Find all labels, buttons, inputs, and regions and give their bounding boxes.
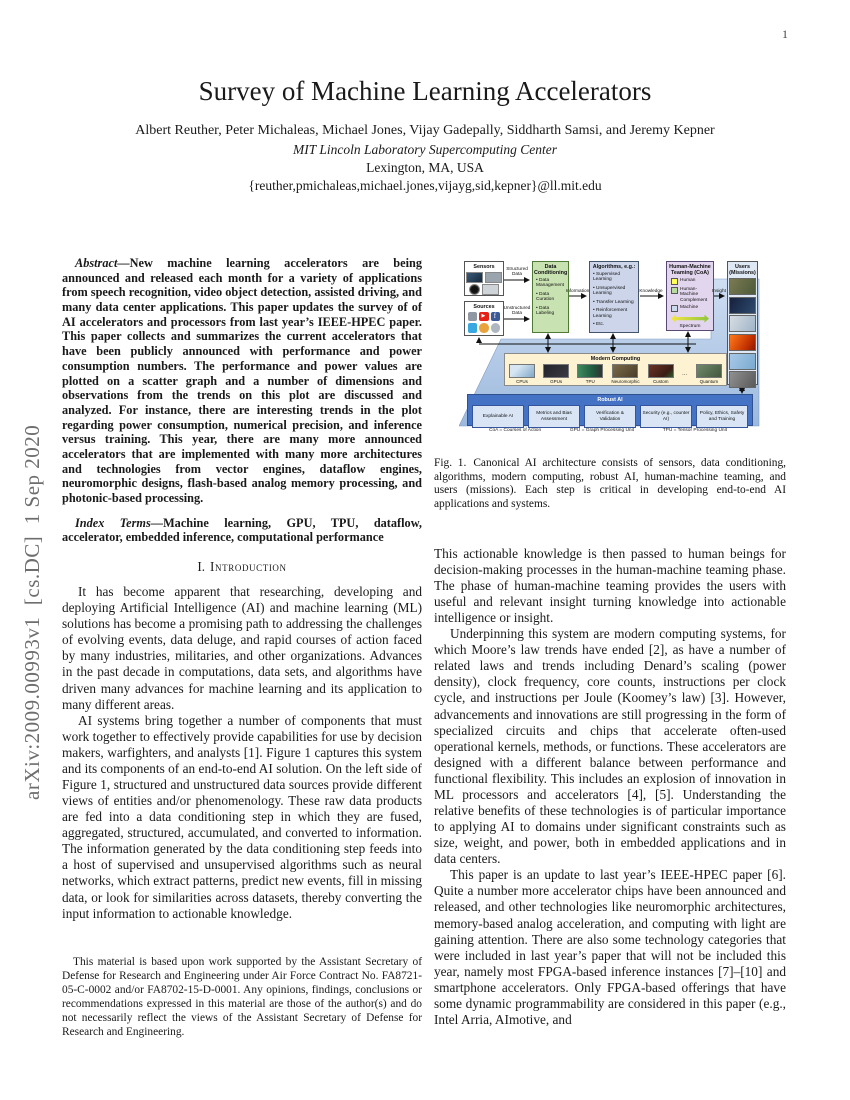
algorithms-title: Algorithms, e.g.: [592, 263, 636, 270]
list-item: • Etc. [593, 322, 637, 328]
index-terms [62, 516, 422, 545]
abstract-text: New machine learning accelerators are being announced and released each month for a variety of applications from speech recognition, video object detection, assisted driving, and many data center applications. This paper updates the survey of of AI accelerators and processors from last year’s IEEE-HPEC paper. This paper collects and summarizes the current accelerators that have been publicly announced with performance and power consumption numbers. The performance and power values are plotted on a scatter graph and a number of dimensions and observations from the trends on this plot are discussed and analyzed. For instance, there are interesting trends in the plot regarding power consumption, numerical precision, and inference versus training. This year, there are many more announced accelerators that are implemented with many more architectures and technologies from vector engines, dataflow engines, neuromorphic designs, flash-based analog memory processing, and photonic-based processing. [62, 256, 422, 505]
list-item: • Data Management [536, 278, 567, 290]
data-conditioning-title: Data Conditioning [534, 263, 568, 276]
sensors-images [465, 271, 503, 296]
chip-custom [648, 364, 674, 384]
structured-data-label: Structured Data [506, 266, 528, 277]
robust-ai-item: Policy, Ethics, Safety and Training [696, 405, 748, 428]
unstructured-data-label: Unstructured Data [503, 305, 531, 316]
location: Lexington, MA, USA [366, 160, 484, 175]
robust-ai-row [468, 404, 752, 429]
legend-entry: CoA = Courses of Action [489, 428, 542, 433]
hmt-legend-label: Machine [680, 304, 699, 310]
list-item: • Transfer Learning [593, 300, 637, 306]
ellipsis: ··· [681, 372, 688, 379]
abstract-label: Abstract— [75, 256, 130, 270]
robust-ai-item: Metrics and Bias Assessment [528, 405, 580, 428]
email-line: {reuther,pmichaleas,michael.jones,vijayg,sid,kepner}@ll.mit.edu [248, 178, 602, 193]
information-label: Information [565, 288, 590, 293]
funding-footnote [62, 956, 422, 1039]
chip-neuromorphic [611, 364, 639, 384]
hmt-legend-label: Human [680, 278, 696, 284]
intro-paragraph-2: AI systems bring together a number of components that must work together to effectively provide capabilities for use by decision makers, warfighters, and analysts [1]. Figure 1 captures this system and its components of an end-to-end AI solution. On the left side of Figure 1, structured and unstructured data sources provide different views of entities and/or phenomenology. These raw data products are fed into a data conditioning step in which they are fused, aggregated, structured, accumulated, and converted to information. The information generated by the data conditioning step feeds into a host of supervised and unsupervised algorithms such as neural networks, which extract patterns, predict new events, fill in missing data, or look for similarities across datasets, thereby converting the input information to actionable knowledge. [62, 712, 422, 921]
robust-ai-item: Explainable AI [472, 405, 524, 428]
body-paragraph-3: This actionable knowledge is then passed to human beings for decision-making processes in the human-machine teaming phase. The phase of human-machine teaming provides the users with useful and relevant insight turning knowledge into actionable intelligence or insight. [434, 545, 786, 626]
paper-title: Survey of Machine Learning Accelerators [198, 76, 652, 106]
mission-photo-drone [729, 353, 756, 370]
gpu-chip-image [543, 364, 569, 378]
spectrum-label: Spectrum [679, 323, 701, 329]
mission-photo-control-room [729, 297, 756, 314]
human-machine-teaming-box [666, 261, 714, 331]
section-heading-introduction [62, 559, 422, 575]
tpu-chip-image [577, 364, 603, 378]
knowledge-label: Knowledge [639, 288, 663, 293]
index-terms-text: Machine learning, GPU, TPU, dataflow, accelerator, embedded inference, computational performance [62, 515, 422, 545]
chip-quantum [696, 364, 722, 384]
hmt-legend-row [671, 287, 713, 304]
algorithms-items [590, 272, 638, 328]
globe-icon [491, 323, 501, 333]
data-conditioning-items [533, 278, 568, 318]
quantum-chip-image [696, 364, 722, 378]
facebook-icon [491, 312, 501, 322]
chip-label: CPUs [516, 378, 528, 384]
list-item: • Data Labeling [536, 306, 567, 318]
robust-ai-item: Security (e.g., counter AI) [640, 405, 692, 428]
neuromorphic-chip-image [612, 364, 638, 378]
legend-entry: GPU = Graph Processing Unit [569, 428, 634, 433]
page-number: 1 [782, 27, 788, 41]
affiliation: MIT Lincoln Laboratory Supercomputing Center [293, 142, 557, 157]
modern-computing-title: Modern Computing [590, 355, 641, 362]
list-item: • Reinforcement Learning [593, 308, 637, 320]
hmt-title: Human-Machine Teaming (CoA) [669, 263, 711, 276]
chip-label: Custom [652, 378, 669, 384]
figure-1-diagram [459, 255, 761, 437]
users-title: Users (Missions) [729, 263, 756, 276]
sensors-title: Sensors [473, 263, 495, 270]
sensors-box [464, 261, 504, 296]
camera-image [469, 284, 480, 295]
search-icon [479, 323, 489, 333]
mission-photo-heatmap [729, 334, 756, 351]
custom-chip-image [648, 364, 674, 378]
twitter-icon [468, 323, 478, 333]
sources-icons [465, 311, 503, 333]
users-missions-box [727, 261, 758, 385]
list-item: • Unsupervised Learning [593, 286, 637, 298]
mission-photo-medical [729, 315, 756, 332]
figure-abbreviation-legend [489, 428, 727, 433]
legend-entry: TPU = Tensor Processing Unit [662, 428, 727, 433]
mission-photo-scan [729, 371, 756, 388]
spectrum-arrow [671, 315, 709, 323]
section-title: Introduction [210, 559, 287, 575]
data-conditioning-box [532, 261, 569, 333]
list-item: • Supervised Learning [593, 272, 637, 284]
funding-footnote-text: This material is based upon work supported by the Assistant Secretary of Defense for Research and Engineering under Air Force Contract No. FA8721-05-C-0002 and/or FA8702-15-D-0001. Any opinions, findings, conclusions or recommendations expressed in this material are those of the author(s) and do not necessarily reflect the views of the Assistant Secretary of Defense for Research and Engineering. [62, 956, 422, 1038]
cpu-chip-image [509, 364, 535, 378]
robust-ai-item: Verification & Validation [584, 405, 636, 428]
abstract [62, 256, 422, 506]
chip-gpu [543, 364, 569, 384]
machine-swatch [671, 305, 678, 312]
device-image [485, 272, 502, 283]
right-column [434, 255, 786, 1028]
mission-photo-soldiers [729, 278, 756, 295]
paper-header [0, 76, 850, 194]
human-machine-swatch [671, 287, 678, 294]
hmt-legend-row [671, 305, 713, 312]
chip-cpu [509, 364, 535, 384]
chip-label: Quantum [699, 378, 719, 384]
radar-image [466, 272, 483, 283]
arxiv-watermark: arXiv:2009.00993v1 [cs.DC] 1 Sep 2020 [20, 424, 44, 800]
robust-ai-box [467, 394, 753, 426]
algorithms-box [589, 261, 639, 333]
chip-row [505, 363, 726, 384]
human-swatch [671, 278, 678, 285]
chip-label: Neuromorphic [611, 378, 640, 384]
figure-1-caption [434, 457, 786, 512]
sources-box [464, 301, 504, 336]
index-terms-label: Index Terms— [75, 515, 164, 530]
sources-title: Sources [473, 303, 495, 310]
author-list: Albert Reuther, Peter Michaleas, Michael Jones, Vijay Gadepally, Siddharth Samsi, and Jeremy Kepner [135, 123, 715, 138]
figure-caption-label: Fig. 1. [434, 457, 467, 469]
robust-ai-title: Robust AI [597, 397, 623, 403]
car-image [482, 284, 499, 295]
chip-tpu [577, 364, 603, 384]
body-paragraph-4: Underpinning this system are modern computing systems, for which Moore’s law trends have ended [2], as have a number of related laws and trends including Denard’s scaling (power density), clock frequency, core counts, instructions per clock cycle, and instructions per Joule (Koomey’s law) [3]. However, advancements and innovations are still progressing in the form of specialized circuits and chips that accelerate often-used operational kernels, methods, or functions. These accelerators are designed with a different balance between performance and functional flexibility. This includes an explosion of innovation in ML processors and accelerators [4], [5]. Understanding the relative benefits of these technologies is of particular importance to applying AI to domains under significant constraints such as size, weight, and power, both in embedded applications and in data centers. [434, 626, 786, 867]
modern-computing-box [504, 353, 727, 386]
insight-label: Insight [712, 288, 726, 293]
tv-icon [468, 312, 478, 322]
chip-label: GPUs [550, 378, 563, 384]
hmt-legend-label: Human-Machine Complement [680, 286, 708, 303]
intro-paragraph-1: It has become apparent that researching, developing and deploying Artificial Intelligence (AI) and machine learning (ML) solutions has become a promising path to addressing the challenges of evolving events, data deluge, and rapid courses of action faced by many industries, militaries, and other organizations. Advances in the past decade in computations, data sets, and algorithms have driven many advances for machine learning and its application to many different areas. [62, 584, 422, 712]
chip-label: TPU [585, 378, 595, 384]
figure-caption-text: Canonical AI architecture consists of sensors, data conditioning, algorithms, modern computing, robust AI, human-machine teaming, and users (missions). Each step is critical in developing end-to-end AI applications and systems. [434, 457, 786, 511]
body-paragraph-5: This paper is an update to last year’s IEEE-HPEC paper [6]. Quite a number more accelerator chips have been announced and released, and other technologies like neuromorphic architectures, memory-based analog acceleration, and computing with light are gaining attention. There are also some technology categories that were included in last year’s paper that will not be included this year, namely most FPGA-based inference instances [7]–[10] and smartphone accelerators. Only FPGA-based offerings that have some dynamic programmability are considered in this paper (e.g., Intel Arria, AImotive, and [434, 867, 786, 1028]
list-item: • Data Curation [536, 292, 567, 304]
youtube-icon [479, 312, 489, 322]
hmt-legend-row [671, 278, 713, 285]
left-column [62, 256, 422, 922]
section-number: I. [197, 559, 206, 575]
